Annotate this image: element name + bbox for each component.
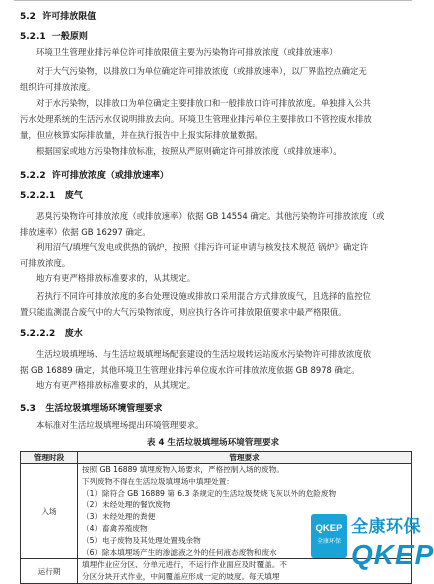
table-4-caption: 表 4 生活垃圾填埋场环境管理要求 (146, 438, 280, 448)
column-header-requirements: 管理要求 (78, 452, 412, 464)
requirement-line: （4）畜禽养殖废物 (82, 523, 148, 533)
section-5-2-1-heading (20, 29, 88, 42)
text-line: 对于水污染物，以排放口为单位确定主要排放口和一般排放口许可排放浓度。单独排入公共 (36, 98, 371, 108)
text-line: 环境卫生管理业排污单位许可排放限值主要为污染物许可排放浓度（或排放速率） (36, 47, 338, 57)
requirement-line: （2）未经处理的餐饮废物 (82, 500, 171, 510)
requirement-line: （1）除符合 GB 16889 第 6.3 条规定的生活垃圾焚烧飞灰以外的危险废物 (82, 488, 337, 498)
section-5-2-2-1-heading (20, 188, 83, 201)
text-line: 组织许可排放浓度。 (20, 82, 96, 92)
requirement-line: 下列废物不得在生活垃圾填埋场中填埋处置： (82, 476, 234, 486)
section-5-2-2-2-heading (20, 326, 83, 339)
text-line: 可排放浓度。 (20, 258, 71, 268)
qkep-watermark-logo (311, 510, 434, 576)
section-title: 生活垃圾填埋场环境管理要求 (45, 404, 163, 414)
phase-cell: 运行期 (21, 559, 78, 584)
paragraph-principle-1 (20, 44, 412, 60)
section-number: 5.2.1 (20, 32, 46, 42)
section-number: 5.2.2 (20, 171, 46, 181)
paragraph-principle-4 (20, 143, 412, 159)
section-number: 5.3 (20, 404, 36, 414)
text-line: 生活垃圾填埋场、与生活垃圾填埋场配套建设的生活垃圾转运站废水污染物许可排放浓度依 (36, 349, 371, 359)
section-number: 5.2 (20, 12, 36, 22)
paragraph-landfill-intro (20, 417, 412, 433)
text-line: 本标准对生活垃圾填埋场提出环境管理要求。 (36, 420, 204, 430)
section-5-2-heading (20, 9, 96, 22)
requirement-line: 填埋作业应分区、分单元进行，不运行作业面应及时覆盖。不 (82, 560, 288, 570)
text-line: 置只能监测混合废气中的大气污染物浓度，则应执行各许可排放限值要求中最严格限值。 (20, 307, 347, 317)
requirement-line: （6）除本填埋场产生的渗滤液之外的任何液态废物和废水 (82, 547, 277, 557)
section-5-3-heading (20, 401, 162, 414)
logo-badge-text: QKEP (315, 523, 343, 534)
section-title: 废气 (64, 191, 83, 201)
phase-cell: 入场 (21, 464, 78, 559)
requirement-line: （5）电子废物及其处理处置残余物 (82, 535, 201, 545)
text-line: 据 GB 16889 确定，其他环境卫生管理业排污单位废水许可排放浓度依据 GB 8978 确定。 (20, 365, 360, 375)
paragraph-exhaust-1 (20, 208, 412, 240)
text-line: 量，但应核算实际排放量，并在执行报告中上报实际排放量数据。 (20, 130, 263, 140)
text-line: 对于大气污染物，以排放口为单位确定许可排放浓度（或排放速率），以厂界监控点确定无 (36, 66, 367, 76)
section-title: 废水 (64, 329, 83, 339)
table-header-row (21, 452, 412, 464)
paragraph-exhaust-4 (20, 288, 412, 320)
section-title: 一般原则 (51, 32, 88, 42)
text-line: 污水处理系统的生活污水仅说明排放去向。环境卫生管理业排污单位主要排放口不管控废水排放 (20, 114, 372, 124)
section-title: 许可排放浓度（或排放速率） (51, 171, 169, 181)
text-line: 恶臭污染物许可排放浓度（或排放速率）依据 GB 14554 确定。其他污染物许可排放浓度（或 (36, 211, 385, 221)
logo-brand-cn: 全康环保 (351, 517, 421, 537)
text-line: 地方有更严格排放标准要求的，从其规定。 (36, 380, 196, 390)
text-line: 根据国家或地方污染物排放标准，按照从严原则确定许可排放浓度（或排放速率）。 (36, 146, 342, 156)
paragraph-exhaust-3 (20, 270, 412, 286)
section-number: 5.2.2.2 (20, 329, 56, 339)
section-title: 许可排放限值 (42, 12, 97, 22)
requirement-line: 分区分块开式作业，中间覆盖应形成一定的坡度。每天填埋 (82, 572, 280, 582)
page-top-rule (14, 0, 412, 1)
paragraph-principle-2 (20, 63, 412, 95)
paragraph-exhaust-2 (20, 239, 412, 271)
text-line: 排放速率）依据 GB 16297 确定。 (20, 227, 151, 237)
requirement-line: 按照 GB 16889 填埋废物入场要求，严格控制入场的废物。 (82, 465, 284, 474)
logo-brand-en: QKEP (351, 539, 434, 570)
text-line: 利用沼气/填埋气发电或供热的锅炉，按照《排污许可证申请与核发技术规范 锅炉》确定许 (36, 242, 369, 252)
paragraph-wastewater-1 (20, 346, 412, 378)
logo-badge-subtext: 全康环保 (316, 538, 341, 545)
text-line: 若执行不同许可排放浓度的多台处理设施或排放口采用混合方式排放废气，且选择的监控位 (36, 291, 371, 301)
column-header-phase: 管理时段 (21, 452, 78, 464)
text-line: 地方有更严格排放标准要求的，从其规定。 (36, 273, 196, 283)
paragraph-principle-3 (20, 95, 412, 143)
section-number: 5.2.2.1 (20, 191, 56, 201)
logo-badge-icon (311, 514, 347, 558)
requirement-line: （3）未经处理的粪便 (82, 512, 156, 522)
paragraph-wastewater-2 (20, 377, 412, 393)
section-5-2-2-heading (20, 168, 169, 181)
